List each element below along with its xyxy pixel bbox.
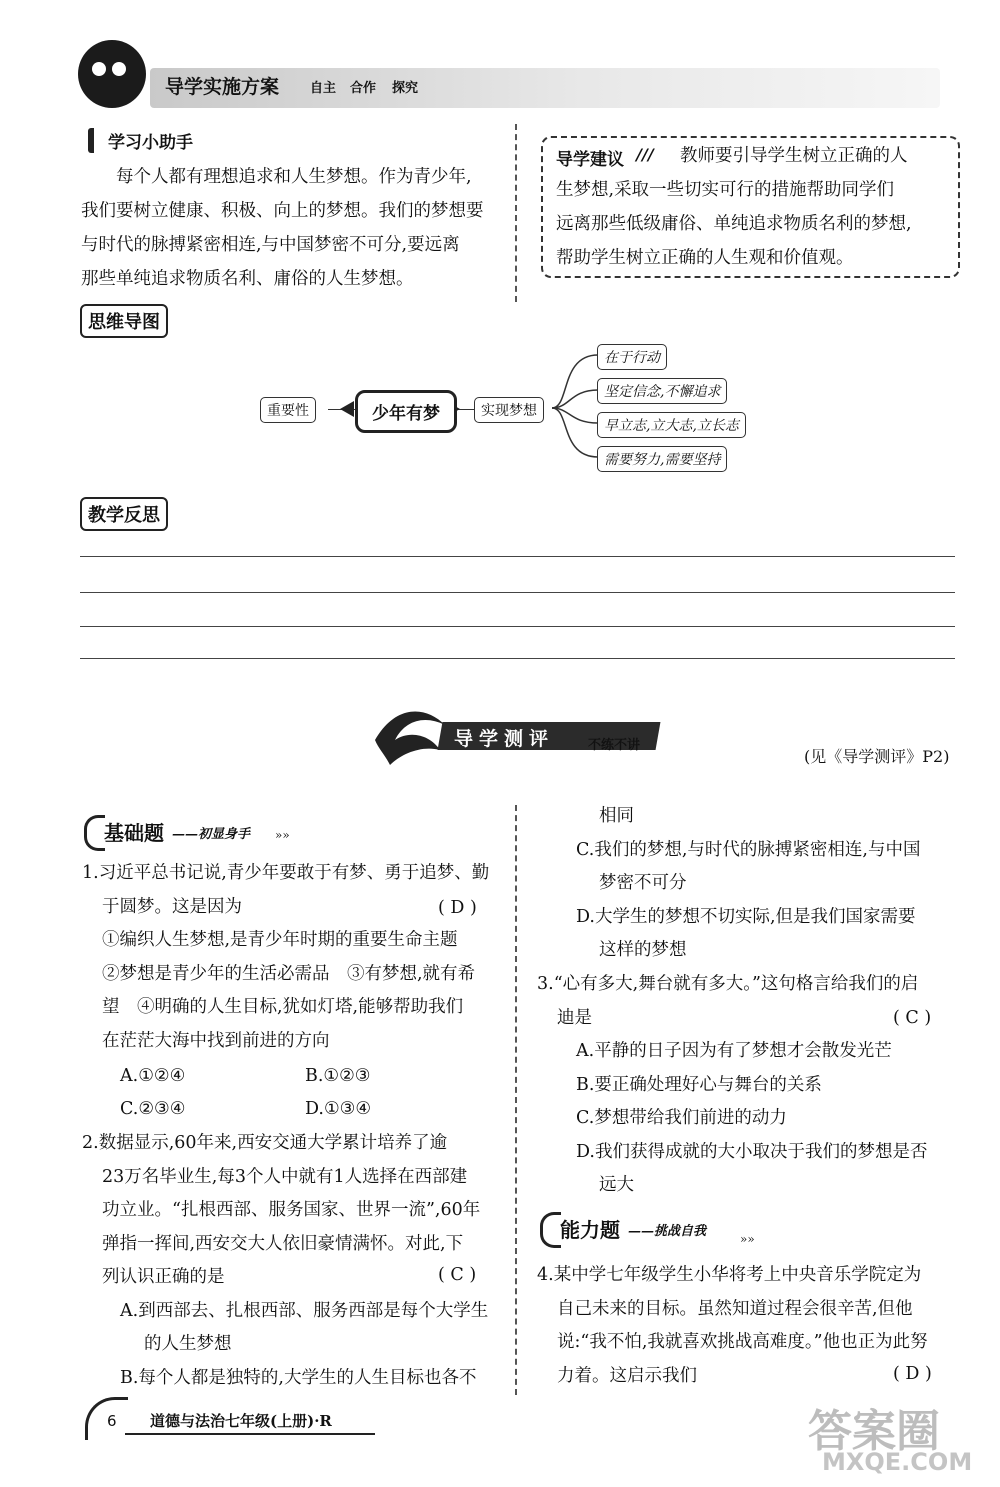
q2-answer: ( C ) [438, 1265, 477, 1285]
column-divider [515, 805, 517, 1395]
q2-option: D.大学生的梦想不切实际,但是我们国家需要 [576, 906, 916, 927]
mascot-eye-icon [92, 62, 106, 76]
advice-tag: 导学建议 [556, 150, 624, 170]
q1-option: D.①③④ [305, 1099, 372, 1119]
chevrons-icon: »» [275, 828, 290, 842]
reflection-tag: 教学反思 [80, 497, 168, 531]
mindmap-center-node: 少年有梦 [355, 390, 457, 433]
q4-stem-line: 4.某中学七年级学生小华将考上中央音乐学院定为 [537, 1265, 922, 1285]
q2-option: 相同 [599, 806, 634, 826]
mindmap-branch: 早立志,立大志,立长志 [597, 412, 746, 438]
mascot-eye-icon [112, 62, 126, 76]
question-3 [537, 968, 962, 1203]
reflection-line [80, 592, 955, 593]
advice-line: 帮助学生树立正确的人生观和价值观。 [556, 248, 854, 268]
q1-stem-line: 1.习近平总书记说,青少年要敢于有梦、勇于追梦、勤 [82, 863, 490, 883]
mascot-logo [78, 40, 146, 108]
advice-paragraph [556, 139, 951, 275]
q4-answer: ( D ) [893, 1364, 932, 1384]
mindmap-branch: 在于行动 [597, 344, 667, 370]
practice-tagline: 不练不讲 [588, 738, 641, 753]
helper-paragraph [81, 160, 511, 296]
question-2-continued [576, 800, 961, 968]
q2-stem-line: 2.数据显示,60年来,西安交通大学累计培养了逾 [82, 1133, 448, 1153]
q2-stem-line: 弹指一挥间,西安交大人依旧豪情满怀。对此,下 [102, 1233, 464, 1254]
q1-option: A.①②④ [120, 1066, 186, 1086]
reflection-line [80, 658, 955, 659]
q2-stem-line: 列认识正确的是 [102, 1267, 225, 1287]
question-1 [82, 857, 507, 1058]
advice-line: 生梦想,采取一些切实可行的措施帮助同学们 [556, 180, 895, 200]
helper-line: 我们要树立健康、积极、向上的梦想。我们的梦想要 [81, 201, 484, 221]
q3-option: 远大 [599, 1175, 634, 1195]
basic-section-title: 基础题 [104, 821, 164, 845]
practice-reference: (见《导学测评》P2) [804, 747, 950, 766]
chevrons-icon: »» [740, 1232, 755, 1246]
arrow-left-icon [340, 401, 354, 417]
q1-option: B.①②③ [305, 1066, 371, 1086]
q2-option: C.我们的梦想,与时代的脉搏紧密相连,与中国 [576, 839, 921, 860]
advice-line: 远离那些低级庸俗、单纯追求物质名利的梦想, [556, 214, 912, 234]
reflection-line [80, 626, 955, 627]
footer-book-title: 道德与法治七年级(上册)·R [150, 1412, 332, 1430]
advice-marks: /// [636, 145, 654, 164]
q4-stem-line: 自己未来的目标。虽然知道过程会很辛苦,但他 [557, 1298, 913, 1319]
question-2 [82, 1127, 507, 1395]
q2-option: B.每个人都是独特的,大学生的人生目标也各不 [120, 1367, 477, 1388]
q1-item: ②梦想是青少年的生活必需品 ③有梦想,就有希 [102, 963, 476, 984]
watermark-logo: 答案圈 [808, 1406, 940, 1457]
mindmap-tag: 思维导图 [80, 304, 168, 338]
q2-stem-line: 功立业。“扎根西部、服务国家、世界一流”,60年 [102, 1200, 481, 1220]
mindmap-branch-lines [550, 345, 600, 470]
q3-option: A.平静的日子因为有了梦想才会散发光芒 [576, 1041, 892, 1061]
practice-banner-title: 导学测评 [454, 728, 555, 750]
helper-line: 每个人都有理想追求和人生梦想。作为青少年, [116, 167, 472, 187]
helper-line: 那些单纯追求物质名利、庸俗的人生梦想。 [81, 269, 414, 289]
q4-stem-line: 说:“我不怕,我就喜欢挑战高难度。”他也正为此努 [557, 1332, 928, 1352]
q2-option: 这样的梦想 [599, 940, 687, 960]
q1-stem-line: 于圆梦。这是因为 [102, 896, 242, 917]
page-number: 6 [107, 1412, 117, 1430]
helper-tag: 学习小助手 [88, 128, 193, 153]
ability-section-title: 能力题 [560, 1218, 620, 1242]
q1-item: 望 ④明确的人生目标,犹如灯塔,能够帮助我们 [102, 997, 464, 1017]
q1-option: C.②③④ [120, 1099, 186, 1119]
header-sub-3: 探究 [392, 81, 419, 96]
q2-option: 的人生梦想 [144, 1334, 232, 1354]
mindmap-branch: 需要努力,需要坚持 [597, 446, 727, 472]
q2-option: 梦密不可分 [599, 873, 687, 893]
ability-section-subtitle: ——挑战自我 [628, 1224, 707, 1239]
helper-line: 与时代的脉搏紧密相连,与中国梦密不可分,要远离 [81, 235, 460, 255]
basic-section-subtitle: ——初显身手 [172, 827, 251, 842]
mindmap-node-importance: 重要性 [260, 397, 316, 423]
q1-item: ①编织人生梦想,是青少年时期的重要生命主题 [102, 930, 458, 950]
q3-answer: ( C ) [893, 1008, 932, 1028]
q2-option: A.到西部去、扎根西部、服务西部是每个大学生 [120, 1300, 489, 1321]
column-divider [515, 124, 517, 302]
q3-option: B.要正确处理好心与舞台的关系 [576, 1074, 822, 1095]
q4-stem-line: 力着。这启示我们 [557, 1365, 697, 1386]
advice-line: 教师要引导学生树立正确的人 [680, 146, 908, 166]
header-title: 导学实施方案 [165, 76, 280, 98]
q3-option: D.我们获得成就的大小取决于我们的梦想是否 [576, 1141, 928, 1162]
mindmap-node-realize: 实现梦想 [474, 397, 544, 423]
header-sub-2: 合作 [350, 81, 377, 96]
section-bracket-icon [540, 1212, 561, 1248]
mindmap-branch: 坚定信念,不懈追求 [597, 378, 727, 404]
reflection-line [80, 556, 955, 557]
q1-item: 在茫茫大海中找到前进的方向 [102, 1030, 330, 1051]
q2-stem-line: 23万名毕业生,每3个人中就有1人选择在西部建 [102, 1166, 468, 1187]
header-sub-1: 自主 [310, 81, 337, 96]
watermark-url: MXQE.COM [822, 1448, 973, 1476]
section-bracket-icon [84, 815, 105, 851]
footer-rule [125, 1433, 375, 1435]
flame-decoration-icon [370, 700, 450, 770]
q3-stem-line: 3.“心有多大,舞台就有多大。”这句格言给我们的启 [537, 974, 919, 994]
q3-option: C.梦想带给我们前进的动力 [576, 1108, 787, 1128]
q3-stem-line: 迪是 [557, 1007, 592, 1028]
q1-answer: ( D ) [438, 898, 477, 918]
